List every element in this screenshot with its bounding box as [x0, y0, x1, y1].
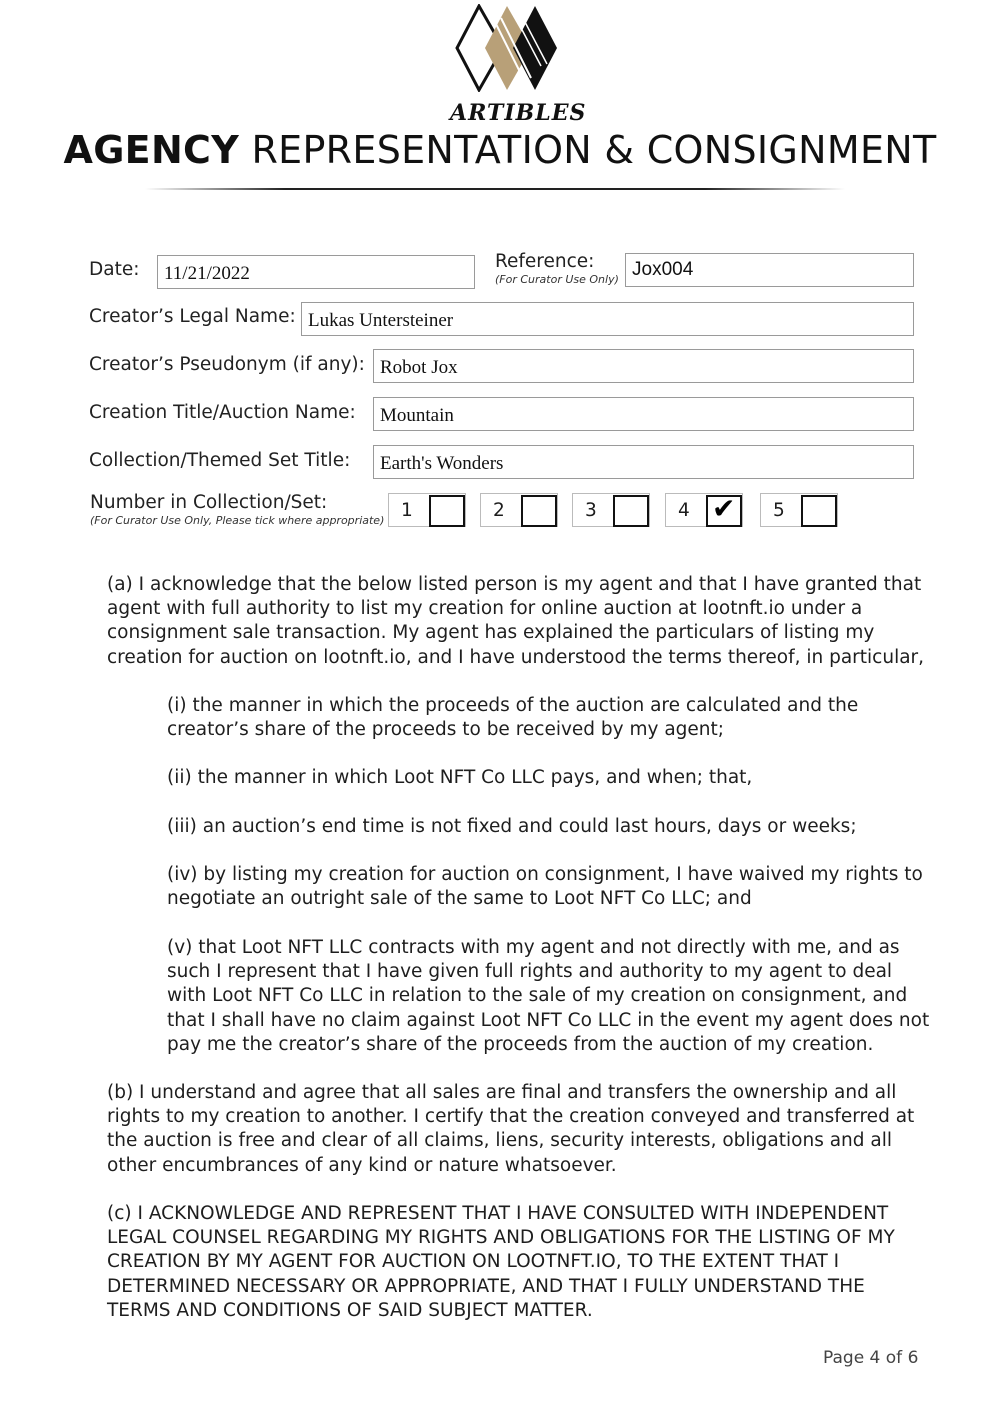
pseudonym-field[interactable]: Robot Jox — [373, 349, 914, 383]
clause-a-i: (i) the manner in which the proceeds of the auction are calculated and the creator’s share of the proceeds to be received by my agent; — [167, 695, 859, 741]
pseudonym-label: Creator’s Pseudonym (if any): — [89, 354, 365, 375]
artibles-logo — [455, 4, 559, 92]
legal-name-field[interactable]: Lukas Untersteiner — [301, 302, 914, 336]
reference-note: (For Curator Use Only) — [495, 273, 619, 286]
collection-label: Collection/Themed Set Title: — [89, 450, 351, 471]
number-option-label: 3 — [585, 500, 597, 521]
creation-title-field[interactable]: Mountain — [373, 397, 914, 431]
date-label: Date: — [89, 259, 140, 280]
checkmark-icon: ✔ — [712, 492, 736, 525]
document-title — [0, 128, 1000, 172]
clause-a-iv: (iv) by listing my creation for auction on consignment, I have waived my rights to negotiate an outright sale of the same to Loot NFT Co LLC; and — [167, 864, 923, 910]
number-note: (For Curator Use Only, Please tick where appropriate) — [90, 514, 385, 527]
checkbox-checked[interactable] — [706, 492, 742, 527]
number-option-label: 5 — [773, 500, 785, 521]
clause-a-ii: (ii) the manner in which Loot NFT Co LLC pays, and when; that, — [167, 767, 753, 788]
checkbox[interactable] — [429, 495, 465, 527]
number-option-4[interactable] — [665, 493, 743, 527]
number-option-label: 2 — [493, 500, 505, 521]
number-option-5[interactable] — [760, 493, 838, 527]
reference-field[interactable]: Jox004 — [625, 253, 914, 287]
clause-a-v: (v) that Loot NFT LLC contracts with my agent and not directly with me, and as such I represent that I have given full rights and authority to my agent to deal with Loot NFT Co LLC in relation to the sale of my creation on consignment, and that I shall have no claim against Loot NFT Co LLC in the event my agent does not pay me the creator’s share of the proceeds from the auction of my creation. — [167, 937, 930, 1055]
date-field[interactable]: 11/21/2022 — [157, 255, 475, 289]
title-divider — [145, 188, 845, 190]
number-option-label: 4 — [678, 500, 690, 521]
legal-name-label: Creator’s Legal Name: — [89, 306, 296, 327]
reference-label: Reference: — [495, 251, 595, 272]
page-number: Page 4 of 6 — [823, 1348, 919, 1368]
number-label: Number in Collection/Set: — [90, 492, 328, 513]
number-option-3[interactable] — [572, 493, 650, 527]
title-bold: AGENCY — [63, 128, 240, 172]
number-option-2[interactable] — [480, 493, 558, 527]
checkbox[interactable] — [521, 495, 557, 527]
clause-a: (a) I acknowledge that the below listed person is my agent and that I have granted that agent with full authority to list my creation for online auction at lootnft.io under a consignment sale transaction. My agent has explained the particulars of listing my creation for auction on lootnft.io, and I have understood the terms thereof, in particular, — [107, 574, 925, 668]
title-rest: REPRESENTATION & CONSIGNMENT — [251, 128, 937, 172]
clause-b: (b) I understand and agree that all sales are final and transfers the ownership and all rights to my creation to another. I certify that the creation conveyed and transferred at the auction is free and clear of all claims, liens, security interests, obligations and all other encumbrances of any kind or nature whatsoever. — [107, 1082, 915, 1176]
checkbox[interactable] — [801, 495, 837, 527]
creation-title-label: Creation Title/Auction Name: — [89, 402, 356, 423]
number-option-1[interactable] — [388, 493, 466, 527]
collection-field[interactable]: Earth's Wonders — [373, 445, 914, 479]
clause-a-iii: (iii) an auction’s end time is not fixed and could last hours, days or weeks; — [167, 816, 857, 837]
brand-name: ARTIBLES — [450, 100, 587, 126]
number-option-label: 1 — [401, 500, 413, 521]
checkbox[interactable] — [613, 495, 649, 527]
clause-c: (c) I ACKNOWLEDGE AND REPRESENT THAT I HAVE CONSULTED WITH INDEPENDENT LEGAL COUNSEL REGARDING MY RIGHTS AND OBLIGATIONS FOR THE LISTING OF MY CREATION BY MY AGENT FOR AUCTION ON LOOTNFT.IO, TO THE EXTENT THAT I DETERMINED NECESSARY OR APPROPRIATE, AND THAT I FULLY UNDERSTAND THE TERMS AND CONDITIONS OF SAID SUBJECT MATTER. — [107, 1203, 895, 1321]
